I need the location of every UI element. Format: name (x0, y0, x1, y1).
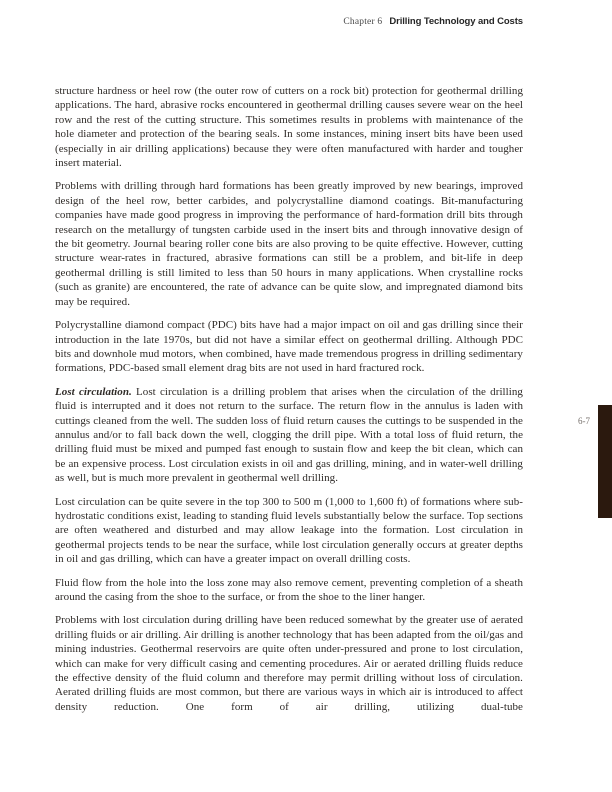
paragraph: structure hardness or heel row (the outer row of cutters on a rock bit) protection for geothermal drilling applications. The hard, abrasive rocks encountered in geothermal drilling causes severe wear on the heel row and the rest of the cutting structure. This sometimes results in problems with maintenance of the hole diameter and protection of the bearing seals. In some instances, mining insert bits have been used (especially in air drilling applications) because they were often manufactured with harder and tougher insert material. (55, 85, 523, 170)
paragraph: Fluid flow from the hole into the loss zone may also remove cement, preventing completion of a sheath around the casing from the shoe to the surface, or from the shoe to the liner hanger. (55, 576, 523, 603)
paragraph-lead: Lost circulation. (55, 385, 132, 398)
body-text (55, 84, 523, 723)
paragraph: Lost circulation can be quite severe in the top 300 to 500 m (1,000 to 1,600 ft) of formations where sub-hydrostatic conditions exist, leading to standing fluid levels substantially below the surface. Top sections are often weathered and disturbed and may allow leakage into the formation. Lost circulation in geothermal projects tends to be near the surface, while lost circulation generally occurs at greater depths in oil and gas drilling, which can have a greater impact on overall drilling costs. (55, 495, 523, 566)
paragraph (55, 385, 523, 486)
paragraph-text: Lost circulation is a drilling problem that arises when the circulation of the drilling fluid is interrupted and it does not return to the surface. The return flow in the annulus is laden with cuttings cleaned from the well. The sudden loss of fluid return causes the cuttings to be suspended in the annulus and/or to fall back down the well, clogging the drill pipe. With a total loss of fluid return, the drilling fluid must be mixed and pumped fast enough to sustain flow and keep the bit clean, which can be an expensive process. Lost circulation exists in oil and gas drilling, mining, and in water-well drilling as well, but is much more prevalent in geothermal well drilling. (55, 385, 523, 485)
paragraph: Problems with drilling through hard formations has been greatly improved by new bearings, improved design of the heel row, better carbides, and polycrystalline diamond coatings. Bit-manufacturing companies have made good progress in improving the performance of hard-formation drill bits through research on the metallurgy of tungsten carbide used in the insert bits and through innovative design of the bit geometry. Journal bearing roller cone bits are also proving to be quite effective. However, cutting structure wear-rates in fractured, abrasive formations can still be a problem, and bit-life in deep geothermal drilling is still limited to less than 50 hours in many applications. When crystalline rocks (such as granite) are encountered, the rate of advance can be quite slow, and impregnated diamond bits may be required. (55, 180, 523, 308)
running-header (55, 16, 523, 27)
chapter-title: Drilling Technology and Costs (389, 16, 523, 27)
chapter-thumb-tab (598, 405, 612, 518)
paragraph: Problems with lost circulation during drilling have been reduced somewhat by the greater use of aerated drilling fluids or air drilling. Air drilling is another technology that has been adapted from the oil/gas and mining industries. Geothermal reservoirs are quite often under-pressured and prone to lost circulation, which can make for very difficult casing and cementing procedures. Air or aerated drilling fluids reduce the effective density of the fluid column and therefore may permit drilling without loss of circulation. Aerated drilling fluids are most common, but there are various ways in which air is introduced to affect density reduction. One form of air drilling, utilizing dual-tube (55, 614, 523, 713)
page-number: 6-7 (578, 416, 590, 426)
chapter-label: Chapter 6 (343, 17, 383, 27)
paragraph: Polycrystalline diamond compact (PDC) bits have had a major impact on oil and gas drilling since their introduction in the late 1970s, but did not have a similar effect on geothermal drilling. Although PDC bits and downhole mud motors, when combined, have made tremendous progress in drilling sedimentary formations, PDC-based small element drag bits are not used in hard fractured rock. (55, 319, 523, 375)
